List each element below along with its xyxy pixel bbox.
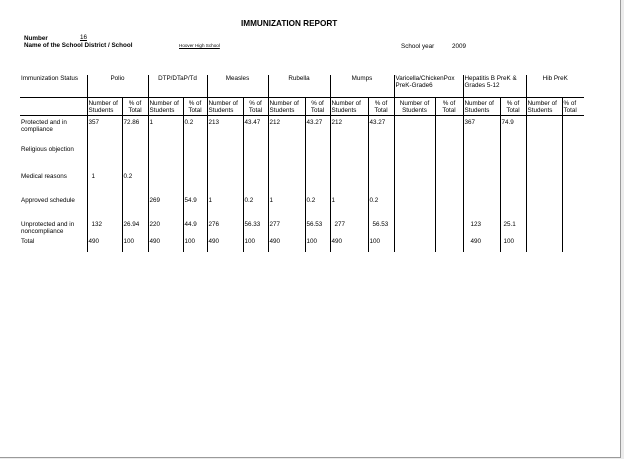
table-cell xyxy=(526,221,562,238)
table-cell xyxy=(562,146,584,173)
table-cell: 0.2 xyxy=(243,197,268,221)
sub-header: % of Total xyxy=(500,98,526,116)
table-cell: 100 xyxy=(243,238,268,252)
table-cell xyxy=(330,146,368,173)
school-year-value: 2009 xyxy=(452,43,467,50)
table-cell xyxy=(394,238,435,252)
table-cell xyxy=(87,197,122,221)
sub-header: % of Total xyxy=(243,98,268,116)
sub-header: % of Total xyxy=(305,98,330,116)
table-cell: 56.33 xyxy=(243,221,268,238)
number-label: Number xyxy=(24,35,48,42)
vaccine-header: Hepatitis B PreK & Grades 5-12 xyxy=(463,75,526,98)
table-cell: 43.47 xyxy=(243,116,268,147)
table-cell: 72.86 xyxy=(122,116,148,147)
table-cell xyxy=(500,146,526,173)
table-cell xyxy=(243,173,268,197)
sub-header: % of Total xyxy=(368,98,394,116)
table-cell xyxy=(500,173,526,197)
table-cell xyxy=(435,146,463,173)
table-cell: 1 xyxy=(330,197,368,221)
row-label: Religious objection xyxy=(21,146,74,153)
table-cell: 212 xyxy=(330,116,368,147)
number-value: 16 xyxy=(80,34,88,41)
vaccine-header: Rubella xyxy=(268,75,330,98)
table-cell xyxy=(562,116,584,147)
table-row xyxy=(20,221,584,238)
vaccine-header: Mumps xyxy=(330,75,394,98)
school-value: Hoover High School xyxy=(179,43,220,48)
table-cell xyxy=(435,173,463,197)
sub-header: Number of Students xyxy=(463,98,500,116)
table-cell xyxy=(526,197,562,221)
table-cell xyxy=(330,173,368,197)
status-header: Immunization Status xyxy=(20,75,87,98)
sub-header: % of Total xyxy=(183,98,207,116)
table-cell xyxy=(562,221,584,238)
table-cell xyxy=(305,173,330,197)
sub-header: Number of Students xyxy=(526,98,562,116)
table-cell: 367 xyxy=(463,116,500,147)
sub-header: Number of Students xyxy=(268,98,305,116)
table-cell: 490 xyxy=(87,238,122,252)
table-cell xyxy=(435,221,463,238)
sub-header: % of Total xyxy=(122,98,148,116)
table-cell xyxy=(148,146,183,173)
table-cell: 100 xyxy=(368,238,394,252)
table-cell: 212 xyxy=(268,116,305,147)
vaccine-header: DTP/DTaP/Td xyxy=(148,75,207,98)
table-cell: 54.9 xyxy=(183,197,207,221)
sub-header: % of Total xyxy=(562,98,584,116)
table-cell: 269 xyxy=(148,197,183,221)
table-cell xyxy=(463,197,500,221)
blank-header-cell xyxy=(20,98,87,116)
table-row xyxy=(20,146,584,173)
table-cell: 0.2 xyxy=(122,173,148,197)
table-cell: 1 xyxy=(207,197,243,221)
table-cell: 0.2 xyxy=(183,116,207,147)
table-cell xyxy=(122,146,148,173)
vaccine-header: Hib PreK xyxy=(526,75,584,98)
table-cell xyxy=(562,238,584,252)
vaccine-header: Polio xyxy=(87,75,148,98)
school-year-label: School year xyxy=(401,43,435,50)
table-cell xyxy=(435,238,463,252)
table-row xyxy=(20,197,584,221)
table-cell xyxy=(394,116,435,147)
table-cell: 43.27 xyxy=(368,116,394,147)
table-cell: 56.53 xyxy=(305,221,330,238)
table-cell xyxy=(463,146,500,173)
table-cell: 490 xyxy=(148,238,183,252)
row-label: Unprotected and in noncompliance xyxy=(21,221,75,235)
row-label: Approved schedule xyxy=(21,197,75,204)
table-cell: 213 xyxy=(207,116,243,147)
immunization-table xyxy=(20,75,584,252)
table-cell: 0.2 xyxy=(305,197,330,221)
table-cell xyxy=(562,197,584,221)
table-cell: 25.1 xyxy=(500,221,526,238)
table-cell xyxy=(394,221,435,238)
table-cell xyxy=(183,146,207,173)
table-cell xyxy=(122,197,148,221)
table-cell xyxy=(268,146,305,173)
table-cell: 1 xyxy=(87,173,122,197)
table-cell: 26.94 xyxy=(122,221,148,238)
table-cell: 123 xyxy=(463,221,500,238)
table-cell xyxy=(183,173,207,197)
sub-header: % of Total xyxy=(435,98,463,116)
table-cell: 43.27 xyxy=(305,116,330,147)
table-cell: 100 xyxy=(122,238,148,252)
table-cell: 1 xyxy=(268,197,305,221)
table-cell xyxy=(394,173,435,197)
table-cell: 74.9 xyxy=(500,116,526,147)
report-title: IMMUNIZATION REPORT xyxy=(241,19,338,28)
table-cell: 0.2 xyxy=(368,197,394,221)
table-cell: 490 xyxy=(463,238,500,252)
table-cell xyxy=(368,173,394,197)
table-cell: 490 xyxy=(268,238,305,252)
table-cell: 1 xyxy=(148,116,183,147)
table-cell: 100 xyxy=(305,238,330,252)
sub-header: Number of Students xyxy=(394,98,435,116)
table-cell xyxy=(526,238,562,252)
table-cell xyxy=(526,173,562,197)
table-cell: 100 xyxy=(183,238,207,252)
sub-header: Number of Students xyxy=(87,98,122,116)
table-cell xyxy=(87,146,122,173)
table-cell xyxy=(526,116,562,147)
table-cell xyxy=(526,146,562,173)
sub-header: Number of Students xyxy=(148,98,183,116)
table-row xyxy=(20,238,584,252)
table-cell xyxy=(268,173,305,197)
table-cell xyxy=(500,197,526,221)
table-cell xyxy=(394,146,435,173)
table-cell: 277 xyxy=(330,221,368,238)
table-cell xyxy=(368,146,394,173)
table-cell xyxy=(463,173,500,197)
table-cell xyxy=(435,197,463,221)
table-cell: 277 xyxy=(268,221,305,238)
table-cell: 132 xyxy=(87,221,122,238)
table-row xyxy=(20,173,584,197)
table-cell: 357 xyxy=(87,116,122,147)
row-label: Protected and in compliance xyxy=(21,119,67,133)
table-cell xyxy=(148,173,183,197)
table-row xyxy=(20,116,584,147)
table-cell xyxy=(435,116,463,147)
table-cell xyxy=(305,146,330,173)
table-cell: 490 xyxy=(330,238,368,252)
table-cell xyxy=(394,197,435,221)
table-cell: 220 xyxy=(148,221,183,238)
table-cell xyxy=(207,173,243,197)
table-cell: 490 xyxy=(207,238,243,252)
sub-header: Number of Students xyxy=(330,98,368,116)
row-label: Total xyxy=(21,238,35,245)
row-label: Medical reasons xyxy=(21,173,67,180)
school-label: Name of the School District / School xyxy=(24,42,133,49)
table-cell xyxy=(243,146,268,173)
vaccine-header: Varicella/ChickenPox PreK-Grade6 xyxy=(394,75,463,98)
sub-header: Number of Students xyxy=(207,98,243,116)
table-cell xyxy=(562,173,584,197)
table-cell: 100 xyxy=(500,238,526,252)
table-cell xyxy=(207,146,243,173)
vaccine-header: Measles xyxy=(207,75,268,98)
table-cell: 44.9 xyxy=(183,221,207,238)
table-cell: 276 xyxy=(207,221,243,238)
table-cell: 56.53 xyxy=(368,221,394,238)
